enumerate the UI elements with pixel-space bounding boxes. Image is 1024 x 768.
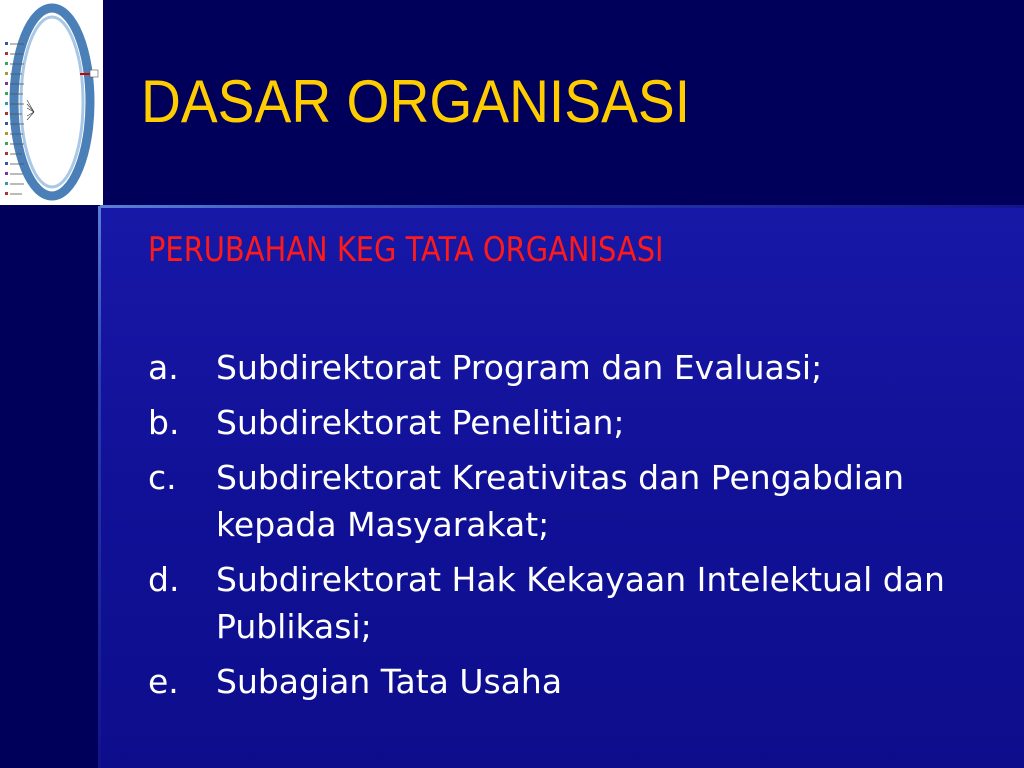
list-item-marker: a. <box>148 348 179 387</box>
list-item-marker: e. <box>148 662 179 701</box>
circular-chart-logo-icon <box>0 0 103 205</box>
list-item-text: Subdirektorat Program dan Evaluasi; <box>216 348 823 387</box>
slide-subheading: PERUBAHAN KEG TATA ORGANISASI <box>148 230 664 270</box>
list-item-text: Subagian Tata Usaha <box>216 662 563 701</box>
list-item <box>148 399 1008 446</box>
list-item-text: Subdirektorat Hak Kekayaan Intelektual dan Publikasi; <box>216 560 945 646</box>
list-item <box>148 556 1008 650</box>
slide-title: DASAR ORGANISASI <box>141 68 691 135</box>
logo <box>0 0 103 205</box>
list-item-text: Subdirektorat Penelitian; <box>216 403 625 442</box>
list-item <box>148 344 1008 391</box>
list-item <box>148 658 1008 705</box>
horizontal-divider <box>100 205 1024 208</box>
left-panel <box>0 206 100 768</box>
list-item-marker: b. <box>148 403 180 442</box>
list-item-text: Subdirektorat Kreativitas dan Pengabdian kepada Masyarakat; <box>216 458 905 544</box>
list-item-marker: d. <box>148 560 180 599</box>
list-item <box>148 454 1008 548</box>
vertical-divider <box>98 206 101 768</box>
list-item-marker: c. <box>148 458 177 497</box>
organization-unit-list <box>148 344 1008 713</box>
